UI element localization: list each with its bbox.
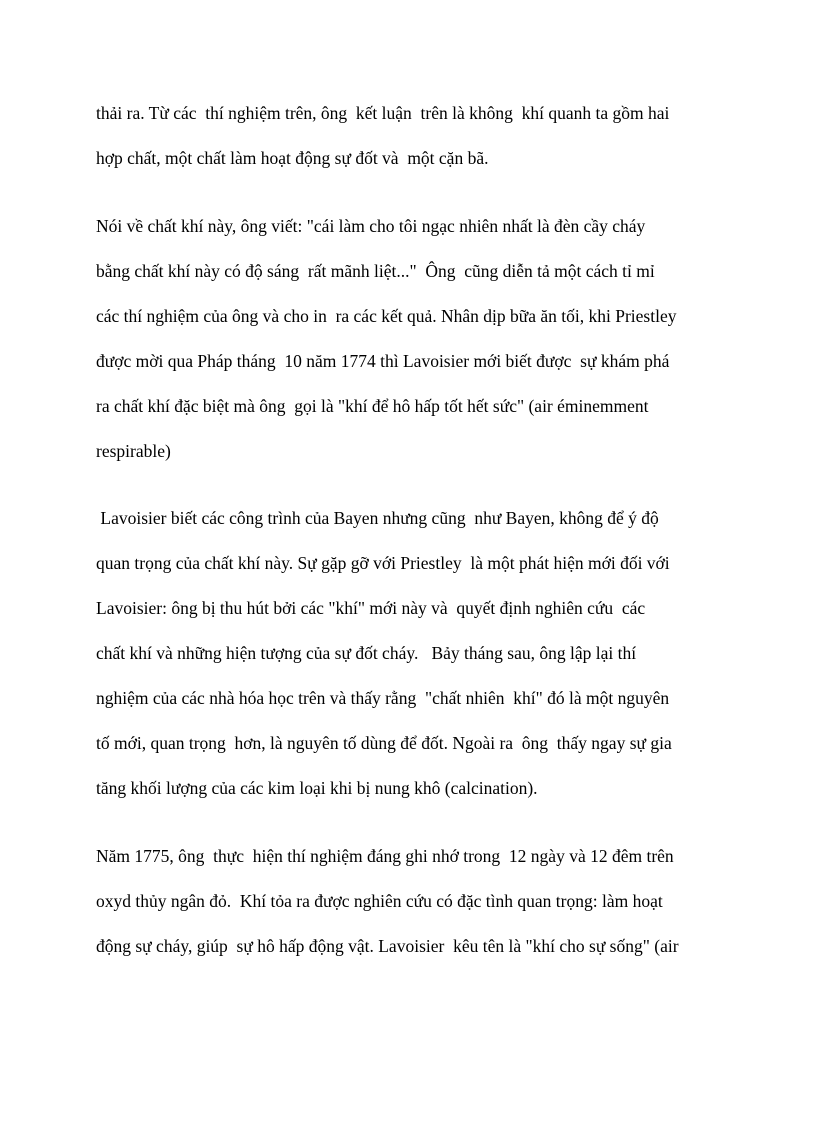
text-line: bằng chất khí này có độ sáng rất mãnh liệt..." Ông cũng diễn tả một cách tỉ mỉ [96,261,655,281]
text-line: Nói về chất khí này, ông viết: "cái làm cho tôi ngạc nhiên nhất là đèn cầy cháy [96,216,646,236]
text-line: quan trọng của chất khí này. Sự gặp gỡ với Priestley là một phát hiện mới đối với [96,553,670,573]
text-line: chất khí và những hiện tượng của sự đốt cháy. Bảy tháng sau, ông lập lại thí [96,643,637,663]
text-line: tăng khối lượng của các kim loại khi bị nung khô (calcination). [96,778,538,798]
text-line: thải ra. Từ các thí nghiệm trên, ông kết luận trên là không khí quanh ta gồm hai [96,103,670,123]
text-line: động sự cháy, giúp sự hô hấp động vật. Lavoisier kêu tên là "khí cho sự sống" (air [96,936,679,956]
text-line: oxyd thủy ngân đỏ. Khí tỏa ra được nghiên cứu có đặc tình quan trọng: làm hoạt [96,891,663,911]
text-line: respirable) [96,441,171,461]
text-line: tố mới, quan trọng hơn, là nguyên tố dùng để đốt. Ngoài ra ông thấy ngay sự gia [96,733,672,753]
text-line: được mời qua Pháp tháng 10 năm 1774 thì Lavoisier mới biết được sự khám phá [96,351,670,371]
text-line: Năm 1775, ông thực hiện thí nghiệm đáng ghi nhớ trong 12 ngày và 12 đêm trên [96,846,674,866]
text-line: các thí nghiệm của ông và cho in ra các kết quả. Nhân dịp bữa ăn tối, khi Priestley [96,306,677,326]
text-line: Lavoisier: ông bị thu hút bởi các "khí" mới này và quyết định nghiên cứu các [96,598,646,618]
text-line: Lavoisier biết các công trình của Bayen nhưng cũng như Bayen, không để ý độ [96,508,659,528]
text-line: nghiệm của các nhà hóa học trên và thấy rằng "chất nhiên khí" đó là một nguyên [96,688,670,708]
text-line: ra chất khí đặc biệt mà ông gọi là "khí để hô hấp tốt hết sức" (air éminemment [96,396,649,416]
text-line: hợp chất, một chất làm hoạt động sự đốt và một cặn bã. [96,148,489,168]
